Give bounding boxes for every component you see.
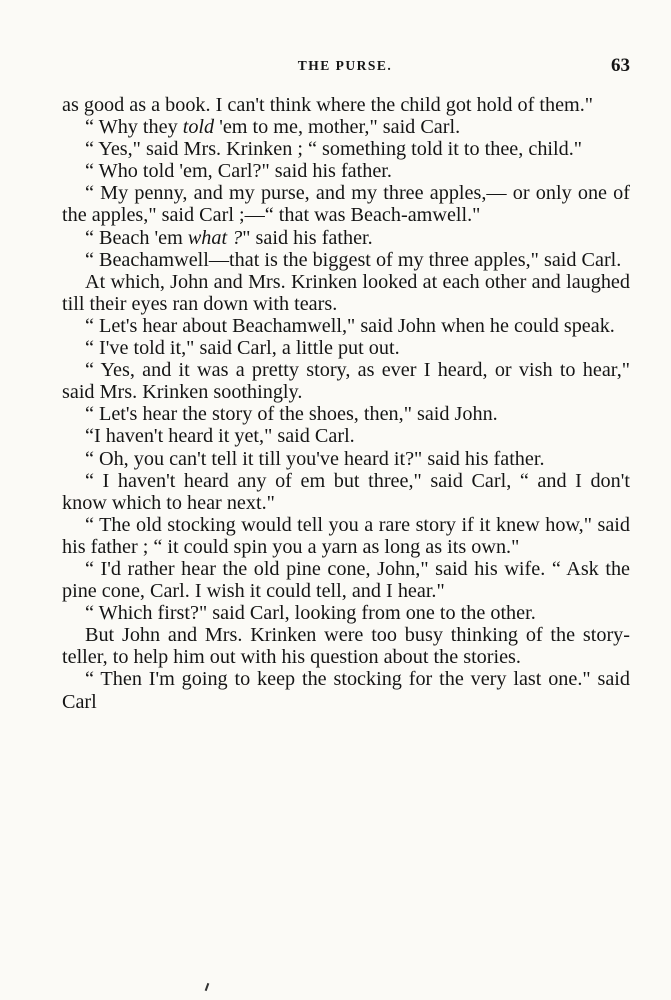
paragraph: “ I'd rather hear the old pine cone, John," said his wife. “ Ask the pine cone, Carl. I wish it could tell, and I hear." — [62, 557, 630, 603]
printer-mark — [205, 983, 210, 991]
paragraph-last: “ Then I'm going to keep the stocking for the very last one." said Carl — [62, 668, 630, 713]
paragraph — [62, 116, 630, 138]
paragraph: “ Oh, you can't tell it till you've heard it?" said his father. — [85, 447, 545, 470]
emphasis: what ? — [187, 226, 243, 249]
emphasis: told — [182, 116, 215, 139]
running-title: THE PURSE. — [297, 58, 393, 73]
paragraph-continued: as good as a book. I can't think where the child got hold of them." — [62, 94, 594, 116]
paragraph: But John and Mrs. Krinken were too busy thinking of the story-teller, to help him out with his question about the stories. — [62, 624, 630, 669]
paragraph: “ Which first?" said Carl, looking from one to the other. — [85, 602, 536, 625]
paragraph: “ Yes," said Mrs. Krinken ; “ something told it to thee, child." — [85, 138, 583, 161]
paragraph: “ Yes, and it was a pretty story, as ever I heard, or vish to hear," said Mrs. Krinken soothingly. — [62, 359, 630, 404]
running-head — [60, 55, 630, 80]
page-number: 63 — [611, 55, 630, 76]
paragraph: “ Who told 'em, Carl?" said his father. — [85, 160, 392, 183]
paragraph — [62, 227, 630, 249]
paragraph: “ The old stocking would tell you a rare story if it knew how," said his father ; “ it could spin you a yarn as long as its own." — [62, 513, 630, 558]
paragraph: “ Let's hear the story of the shoes, then," said John. — [85, 403, 498, 426]
text-body — [62, 94, 630, 713]
paragraph: “ Let's hear about Beachamwell," said John when he could speak. — [85, 314, 615, 337]
text-run: " said his father. — [242, 226, 373, 249]
text-run: 'em to me, mother," said Carl. — [214, 116, 461, 139]
paragraph: “ I haven't heard any of em but three," said Carl, “ and I don't know which to hear next." — [62, 469, 630, 514]
paragraph: At which, John and Mrs. Krinken looked at each other and laughed till their eyes ran down with tears. — [62, 270, 630, 315]
paragraph: “ My penny, and my purse, and my three apples,— or only one of the apples," said Carl ;—“ that was Beach-amwell." — [62, 182, 630, 227]
paragraph: “ Beachamwell—that is the biggest of my three apples," said Carl. — [85, 248, 622, 271]
paragraph: “ I've told it," said Carl, a little put out. — [85, 337, 400, 360]
text-run: “ Why they — [85, 116, 183, 139]
paragraph: “I haven't heard it yet," said Carl. — [85, 425, 355, 448]
text-run: “ Beach 'em — [85, 226, 188, 249]
